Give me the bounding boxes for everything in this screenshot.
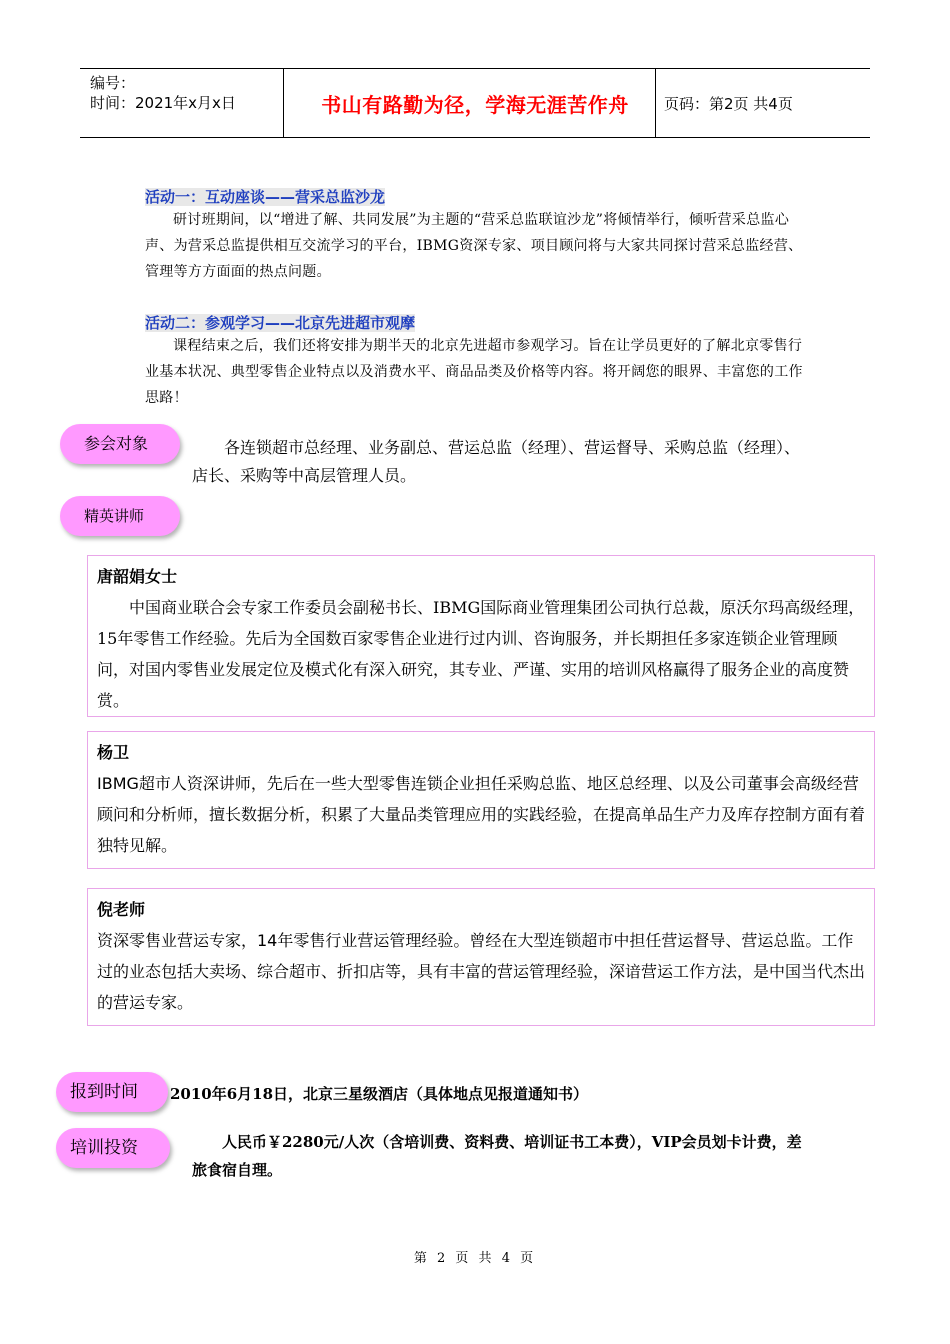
lecturer-bio: IBMG超市人资深讲师，先后在一些大型零售连锁企业担任采购总监、地区总经理、以及公司董事会高级经营顾问和分析师，擅长数据分析，积累了大量品类管理应用的实践经验，在提高单品生产力及库存控制方面有着独特见解。 — [97, 774, 866, 855]
target-text: 各连锁超市总经理、业务副总、营运总监（经理）、营运督导、采购总监（经理）、店长、采购等中高层管理人员。 — [192, 438, 801, 485]
activity-2-title: 活动二：参观学习——北京先进超市观摩 — [145, 314, 416, 332]
page-footer: 第 2 页 共 4 页 — [413, 1251, 537, 1266]
activity-1-text: 研讨班期间，以“增进了解、共同发展”为主题的“营采总监联谊沙龙”将倾情举行，倾听营采总监心声、为营采总监提供相互交流学习的平台，IBMG资深专家、项目顾问将与大家共同探讨营采总监经营、管理等方方面面的热点问题。 — [145, 212, 803, 280]
page-header — [80, 68, 870, 138]
lecturer-name: 唐韶娟女士 — [97, 567, 178, 586]
header-meta — [90, 73, 236, 113]
register-label-pill: 报到时间 — [56, 1072, 168, 1112]
header-divider — [655, 69, 656, 137]
lecturer-bio: 中国商业联合会专家工作委员会副秘书长、IBMG国际商业管理集团公司执行总裁，原沃尔玛高级经理，15年零售工作经验。先后为全国数百家零售企业进行过内训、咨询服务，并长期担任多家连锁企业管理顾问，对国内零售业发展定位及模式化有深入研究，其专业、严谨、实用的培训风格赢得了服务企业的高度赞赏。 — [97, 598, 865, 710]
lecturer-card — [87, 555, 875, 717]
lecturer-name: 倪老师 — [97, 900, 146, 919]
header-divider — [283, 69, 284, 137]
lecturer-bio: 资深零售业营运专家，14年零售行业营运管理经验。曾经在大型连锁超市中担任营运督导、营运总监。工作过的业态包括大卖场、综合超市、折扣店等，具有丰富的营运管理经验，深谙营运工作方法，是中国当代杰出的营运专家。 — [97, 931, 866, 1012]
lecturer-card — [87, 731, 875, 869]
fee-label-pill: 培训投资 — [56, 1128, 170, 1168]
document-number: 编号： — [90, 74, 136, 92]
activity-2-text: 课程结束之后，我们还将安排为期半天的北京先进超市参观学习。旨在让学员更好的了解北京零售行业基本状况、典型零售企业特点以及消费水平、商品品类及价格等内容。将开阔您的眼界、丰富您的工作思路！ — [145, 338, 803, 406]
register-text: 2010年6月18日，北京三星级酒店（具体地点见报道通知书） — [170, 1085, 589, 1103]
activity-1-title: 活动一：互动座谈——营采总监沙龙 — [145, 188, 386, 206]
fee-text: 人民币￥2280元/人次（含培训费、资料费、培训证书工本费），VIP会员划卡计费，差旅食宿自理。 — [192, 1133, 802, 1179]
document-date: 时间：2021年x月x日 — [90, 94, 236, 112]
lecturer-name: 杨卫 — [97, 743, 130, 762]
lecturer-label-pill: 精英讲师 — [60, 496, 180, 536]
header-motto: 书山有路勤为径，学海无涯苦作舟 — [321, 93, 629, 117]
header-page-number: 页码：第2页 共4页 — [664, 95, 793, 113]
lecturer-card — [87, 888, 875, 1026]
target-label-pill: 参会对象 — [60, 424, 180, 464]
